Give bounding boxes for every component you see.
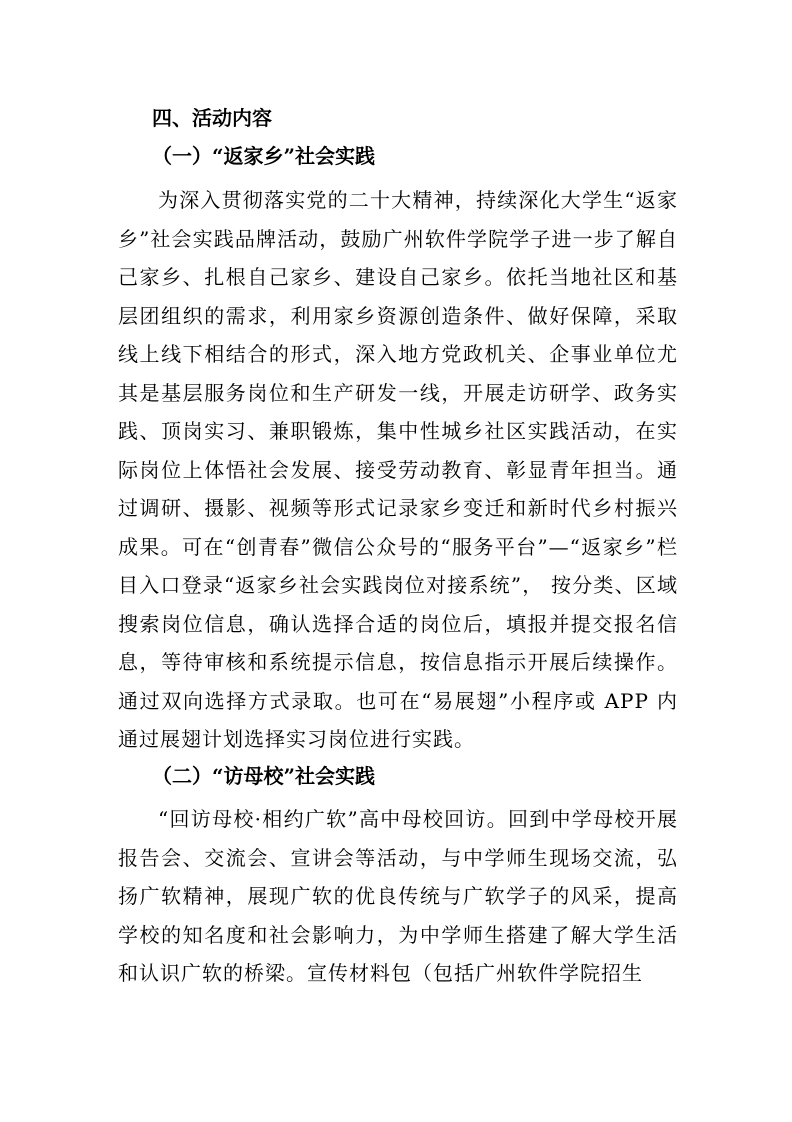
subsection-heading-return-hometown: （一）“返家乡”社会实践 xyxy=(152,144,376,168)
paragraph-return-hometown: 为深入贯彻落实党的二十大精神，持续深化大学生“返家乡”社会实践品牌活动，鼓励广州软件学院学子进一步了解自己家乡、扎根自己家乡、建设自己家乡。依托当地社区和基层团组织的需求，利用家乡资源创造条件、做好保障，采取线上线下相结合的形式，深入地方党政机关、企事业单位尤其是基层服务岗位和生产研发一线，开展走访研学、政务实践、顶岗实习、兼职锻炼，集中性城乡社区实践活动，在实际岗位上体悟社会发展、接受劳动教育、彰显青年担当。通过调研、摄影、视频等形式记录家乡变迁和新时代乡村振兴成果。可在“创青春”微信公众号的“服务平台”—“返家乡”栏目入口登录“返家乡社会实践岗位对接系统”， 按分类、区域搜索岗位信息，确认选择合适的岗位后，填报并提交报名信息，等待审核和系统提示信息，按信息指示开展后续操作。通过双向选择方式录取。也可在“易展翅”小程序或 APP 内通过展翅计划选择实习岗位进行实践。 xyxy=(118,188,678,751)
subsection-heading-visit-alma-mater: （二）“访母校”社会实践 xyxy=(152,764,376,788)
paragraph-visit-alma-mater: “回访母校·相约广软”高中母校回访。回到中学母校开展报告会、交流会、宣讲会等活动，与中学师生现场交流，弘扬广软精神，展现广软的优良传统与广软学子的风采，提高学校的知名度和社会影响力，为中学师生搭建了解大学生活和认识广软的桥梁。宣传材料包（包括广州软件学院招生 xyxy=(118,807,678,985)
section-heading: 四、活动内容 xyxy=(152,106,272,130)
